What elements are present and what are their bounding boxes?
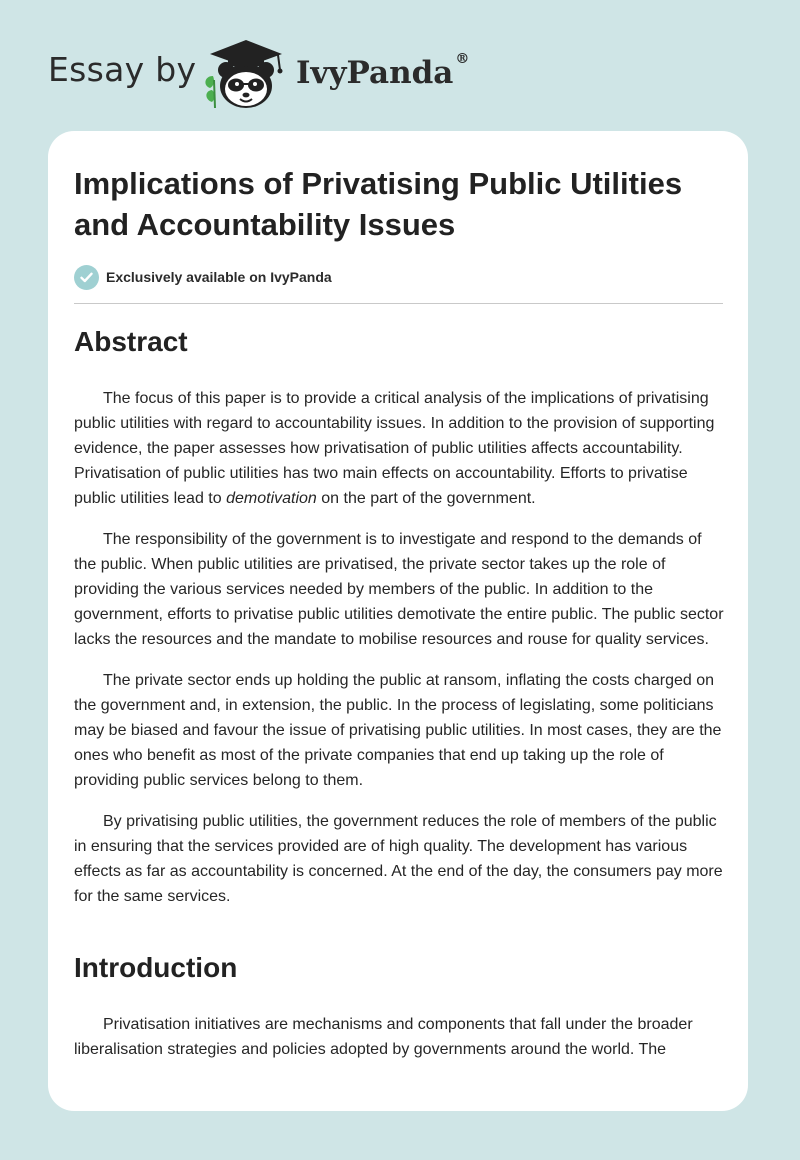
paragraph: The responsibility of the government is to investigate and respond to the demands of the public. When public utilities are privatised, the private sector takes up the role of providing the various services needed by members of the public. In addition to the government, efforts to privatise public utilities demotivate the entire public. The public sector lacks the resources and the mandate to mobilise resources and rouse for quality services. (74, 531, 724, 648)
registered-mark: ® (455, 51, 470, 67)
abstract-body (74, 386, 724, 925)
exclusive-badge (74, 264, 332, 290)
check-circle-icon (74, 265, 99, 290)
brand-prefix: Essay by (48, 50, 197, 89)
badge-label: Exclusively available on IvyPanda (106, 269, 332, 285)
section-heading-introduction: Introduction (74, 952, 238, 983)
site-header (0, 0, 800, 120)
section-heading-abstract: Abstract (74, 326, 188, 357)
introduction-body (74, 1012, 724, 1078)
panda-graduate-icon[interactable] (200, 36, 292, 110)
paragraph: The focus of this paper is to provide a critical analysis of the implications of privatising public utilities with regard to accountability issues. In addition to the provision of supporting evidence, the paper assesses how privatisation of public utilities affects accountability. Privatisation of public utilities has two main effects on accountability. Efforts to privatise public utilities lead to demotivation on the part of the government. (74, 390, 715, 507)
essay-card (48, 131, 748, 1111)
emphasis-text: demotivation (226, 490, 317, 507)
essay-title: Implications of Privatising Public Utilities and Accountability Issues (74, 166, 683, 242)
title-divider (74, 303, 723, 304)
paragraph: The private sector ends up holding the public at ransom, inflating the costs charged on the government and, in extension, the public. In the process of legislating, some politicians may be biased and favour the issue of privatising public utilities. In most cases, they are the ones who benefit as most of the private companies that end up taking up the role of providing public services belong to them. (74, 672, 722, 789)
paragraph: Privatisation initiatives are mechanisms and components that fall under the broader liberalisation strategies and policies adopted by governments around the world. The (74, 1016, 693, 1058)
paragraph: By privatising public utilities, the government reduces the role of members of the public in ensuring that the services provided are of high quality. The development has various effects as far as accountability is concerned. At the end of the day, the consumers pay more for the same services. (74, 813, 723, 905)
brand-name[interactable]: IvyPanda ® (296, 51, 470, 91)
